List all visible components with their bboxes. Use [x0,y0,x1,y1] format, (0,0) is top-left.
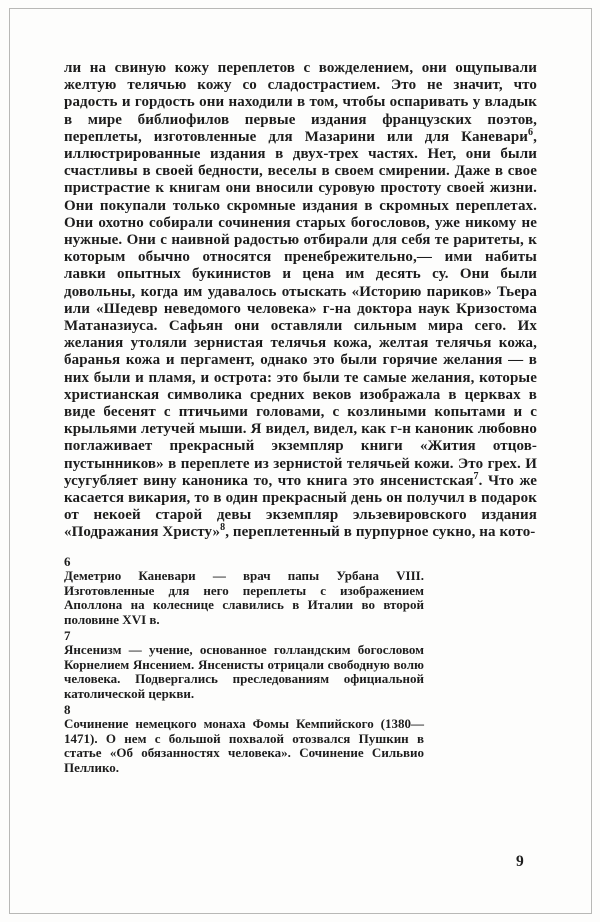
body-text-segment: . Что же касается викария, то в один прекрасный день он получил в подарок от некоей старой девы экземпляр эльзевировского издания «Подражания Христу» [64,472,537,541]
footnote-6 [64,555,424,628]
footnote-ref-7: 7 [473,470,479,482]
body-text-segment: , иллюстрированные издания в двух-трех частях. Нет, они были счастливы в своей бедности, веселы в своем смирении. Даже в свое пристрастие к книгам они вносили суровую простоту своей жизни. Они покупали только скромные издания в скромных переплетах. Они охотно собирали сочинения старых богословов, уже никому не нужные. Они с наивной радостью отбирали для себя те раритеты, к которым обычно относятся пренебрежительно,— ими набиты лавки опытных букинистов и цена им десять су. Они были довольны, когда им удавалось отыскать «Историю париков» Тьера или «Шедевр неведомого человека» г-на доктора наук Кризостома Матаназиуса. Сафьян они оставляли сильным мира сего. Их желания утоляли зернистая телячья кожа, желтая телячья кожа, баранья кожа и пергамент, однако это были горячие желания — в них были и пламя, и острота: это были те самые желания, которые христианская символика средних веков изображала в церквах в виде бесенят с птичьими головами, с козлиными копытами и с крыльями летучей мыши. Я видел, видел, как г-н каноник любовно поглаживает прекрасный экземпляр книги «Жития отцов-пустынников» в переплете из зернистой телячьей кожи. Это грех. И усугубляет вину каноника то, что книга это янсенистская [64,128,537,489]
body-paragraph [64,60,537,542]
footnote-number: 8 [64,701,71,717]
footnotes-section [64,555,424,776]
footnote-number: 6 [64,553,71,569]
footnote-8 [64,703,424,776]
page-number: 9 [516,853,524,870]
footnote-text: Деметрио Каневари — врач папы Урбана VIII. Изготовленные для него переплеты с изображением Аполлона на колеснице славились в Италии во второй половине XVI в. [64,568,424,628]
body-text-segment: , переплетенный в пурпурное сукно, на кото- [225,524,536,541]
page-content [64,60,537,776]
footnote-ref-8: 8 [220,522,226,534]
footnote-7 [64,629,424,702]
footnote-text: Янсенизм — учение, основанное голландским богословом Корнелием Янсением. Янсенисты отрицали свободную волю человека. Подвергались преследованиям официальной католической церкви. [64,642,424,702]
footnote-text: Сочинение немецкого монаха Фомы Кемпийского (1380—1471). О нем с большой похвалой отозвался Пушкин в статье «Об обязанностях человека». Сочинение Сильвио Пеллико. [64,716,424,775]
footnote-ref-6: 6 [528,126,534,138]
footnote-number: 7 [64,627,71,643]
body-text-segment: ли на свиную кожу переплетов с вожделением, они ощупывали желтую телячью кожу со сладострастием. Это не значит, что радость и гордость они находили в том, чтобы оспаривать у владык в мире библиофилов первые издания французских поэтов, переплеты, изготовленные для Мазарини или для Каневари [64,60,537,145]
